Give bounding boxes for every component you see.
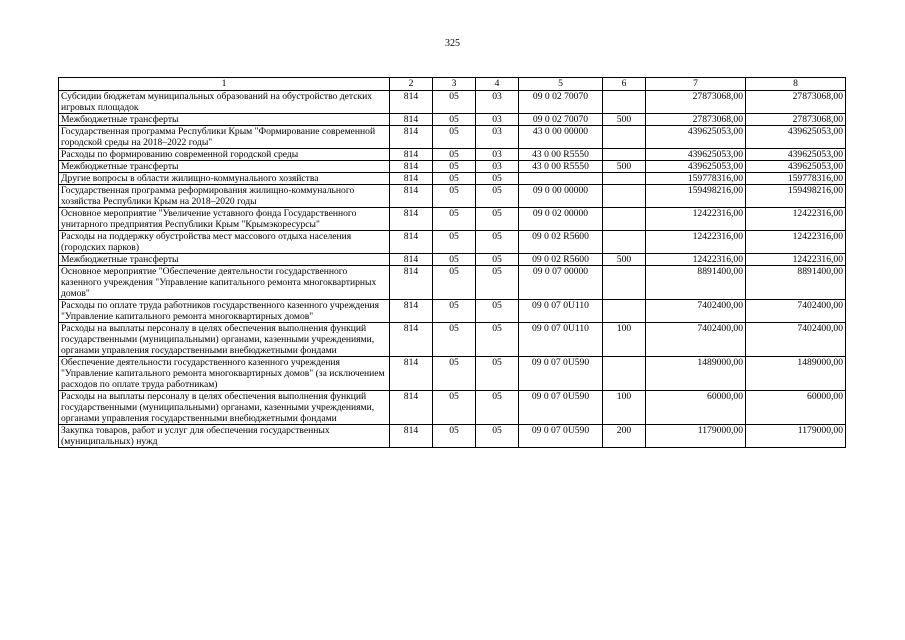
target-article-cell: 43 0 00 00000 — [519, 126, 603, 149]
section-code-cell: 05 — [433, 266, 476, 300]
table-row — [59, 300, 846, 323]
subsection-code-cell: 05 — [476, 208, 519, 231]
section-code-cell: 05 — [433, 357, 476, 391]
item-name-cell: Межбюджетные трансферты — [59, 161, 390, 173]
expense-type-cell — [603, 357, 646, 391]
table-row — [59, 323, 846, 357]
col-header-3: 3 — [433, 78, 476, 91]
subsection-code-cell: 05 — [476, 425, 519, 448]
item-name-cell: Обеспечение деятельности государственного казенного учреждения "Управление капитального ремонта многоквартирных домов" (за исключением расходов по оплате труда работникам) — [59, 357, 390, 391]
amount-col8-cell: 439625053,00 — [746, 149, 846, 161]
subsection-code-cell: 03 — [476, 114, 519, 126]
amount-col7-cell: 27873068,00 — [646, 114, 746, 126]
department-code-cell: 814 — [390, 323, 433, 357]
department-code-cell: 814 — [390, 126, 433, 149]
subsection-code-cell: 05 — [476, 391, 519, 425]
col-header-4: 4 — [476, 78, 519, 91]
target-article-cell: 09 0 07 0U590 — [519, 357, 603, 391]
table-row — [59, 254, 846, 266]
amount-col7-cell: 12422316,00 — [646, 231, 746, 254]
section-code-cell: 05 — [433, 161, 476, 173]
amount-col7-cell: 7402400,00 — [646, 300, 746, 323]
table-header — [59, 78, 846, 91]
col-header-6: 6 — [603, 78, 646, 91]
section-code-cell: 05 — [433, 391, 476, 425]
amount-col8-cell: 12422316,00 — [746, 208, 846, 231]
expense-type-cell — [603, 300, 646, 323]
section-code-cell: 05 — [433, 126, 476, 149]
item-name-cell: Основное мероприятие "Обеспечение деятельности государственного казенного учреждения "Управление капитального ремонта многоквартирных домов" — [59, 266, 390, 300]
department-code-cell: 814 — [390, 149, 433, 161]
amount-col7-cell: 7402400,00 — [646, 323, 746, 357]
item-name-cell: Расходы по оплате труда работников государственного казенного учреждения "Управление капитального ремонта многоквартирных домов" — [59, 300, 390, 323]
table-row — [59, 425, 846, 448]
amount-col8-cell: 159778316,00 — [746, 173, 846, 185]
expense-type-cell: 200 — [603, 425, 646, 448]
amount-col8-cell: 7402400,00 — [746, 300, 846, 323]
expense-type-cell: 100 — [603, 323, 646, 357]
subsection-code-cell: 05 — [476, 266, 519, 300]
target-article-cell: 09 0 07 0U110 — [519, 300, 603, 323]
department-code-cell: 814 — [390, 266, 433, 300]
section-code-cell: 05 — [433, 173, 476, 185]
table-row — [59, 161, 846, 173]
subsection-code-cell: 05 — [476, 185, 519, 208]
target-article-cell: 09 0 07 0U110 — [519, 323, 603, 357]
expense-type-cell — [603, 266, 646, 300]
subsection-code-cell: 05 — [476, 231, 519, 254]
item-name-cell: Межбюджетные трансферты — [59, 114, 390, 126]
amount-col7-cell: 12422316,00 — [646, 208, 746, 231]
table-row — [59, 391, 846, 425]
department-code-cell: 814 — [390, 114, 433, 126]
department-code-cell: 814 — [390, 208, 433, 231]
table-row — [59, 185, 846, 208]
amount-col8-cell: 12422316,00 — [746, 254, 846, 266]
target-article-cell: 09 0 02 70070 — [519, 91, 603, 114]
section-code-cell: 05 — [433, 114, 476, 126]
department-code-cell: 814 — [390, 425, 433, 448]
table-row — [59, 208, 846, 231]
amount-col8-cell: 1489000,00 — [746, 357, 846, 391]
target-article-cell: 09 0 02 R5600 — [519, 254, 603, 266]
subsection-code-cell: 05 — [476, 357, 519, 391]
item-name-cell: Другие вопросы в области жилищно-коммунального хозяйства — [59, 173, 390, 185]
expense-type-cell: 500 — [603, 161, 646, 173]
section-code-cell: 05 — [433, 254, 476, 266]
subsection-code-cell: 05 — [476, 173, 519, 185]
amount-col8-cell: 159498216,00 — [746, 185, 846, 208]
table-row — [59, 231, 846, 254]
expense-type-cell: 100 — [603, 391, 646, 425]
amount-col8-cell: 7402400,00 — [746, 323, 846, 357]
col-header-1: 1 — [59, 78, 390, 91]
department-code-cell: 814 — [390, 254, 433, 266]
table-row — [59, 91, 846, 114]
target-article-cell: 09 0 07 0U590 — [519, 391, 603, 425]
item-name-cell: Расходы на поддержку обустройства мест массового отдыха населения (городских парков) — [59, 231, 390, 254]
department-code-cell: 814 — [390, 391, 433, 425]
amount-col8-cell: 27873068,00 — [746, 91, 846, 114]
section-code-cell: 05 — [433, 185, 476, 208]
subsection-code-cell: 05 — [476, 300, 519, 323]
col-header-5: 5 — [519, 78, 603, 91]
department-code-cell: 814 — [390, 185, 433, 208]
department-code-cell: 814 — [390, 161, 433, 173]
item-name-cell: Расходы на выплаты персоналу в целях обеспечения выполнения функций государственными (муниципальными) органами, казенными учреждениями, органами управления государственными внебюджетными фондами — [59, 391, 390, 425]
section-code-cell: 05 — [433, 149, 476, 161]
expense-type-cell — [603, 91, 646, 114]
item-name-cell: Закупка товаров, работ и услуг для обеспечения государственных (муниципальных) нужд — [59, 425, 390, 448]
expense-type-cell: 500 — [603, 114, 646, 126]
department-code-cell: 814 — [390, 357, 433, 391]
target-article-cell: 09 0 02 70070 — [519, 114, 603, 126]
department-code-cell: 814 — [390, 300, 433, 323]
target-article-cell: 09 0 02 R5600 — [519, 231, 603, 254]
col-header-8: 8 — [746, 78, 846, 91]
table-row — [59, 149, 846, 161]
table-row — [59, 266, 846, 300]
amount-col7-cell: 1489000,00 — [646, 357, 746, 391]
item-name-cell: Основное мероприятие "Увеличение уставного фонда Государственного унитарного предприятия Республики Крым "Крымэкоресурсы" — [59, 208, 390, 231]
expense-type-cell — [603, 173, 646, 185]
amount-col7-cell: 60000,00 — [646, 391, 746, 425]
amount-col8-cell: 439625053,00 — [746, 161, 846, 173]
subsection-code-cell: 03 — [476, 91, 519, 114]
target-article-cell: 09 0 00 00000 — [519, 185, 603, 208]
amount-col7-cell: 439625053,00 — [646, 126, 746, 149]
section-code-cell: 05 — [433, 208, 476, 231]
item-name-cell: Расходы на выплаты персоналу в целях обеспечения выполнения функций государственными (муниципальными) органами, казенными учреждениями, органами управления государственными внебюджетными фондами — [59, 323, 390, 357]
subsection-code-cell: 03 — [476, 149, 519, 161]
target-article-cell — [519, 173, 603, 185]
target-article-cell: 09 0 07 0U590 — [519, 425, 603, 448]
amount-col8-cell: 8891400,00 — [746, 266, 846, 300]
amount-col8-cell: 439625053,00 — [746, 126, 846, 149]
item-name-cell: Расходы по формированию современной городской среды — [59, 149, 390, 161]
subsection-code-cell: 03 — [476, 126, 519, 149]
amount-col8-cell: 12422316,00 — [746, 231, 846, 254]
amount-col7-cell: 27873068,00 — [646, 91, 746, 114]
subsection-code-cell: 05 — [476, 323, 519, 357]
item-name-cell: Субсидии бюджетам муниципальных образований на обустройство детских игровых площадок — [59, 91, 390, 114]
col-header-7: 7 — [646, 78, 746, 91]
item-name-cell: Государственная программа Республики Крым "Формирование современной городской среды на 2018–2022 годы" — [59, 126, 390, 149]
table-row — [59, 173, 846, 185]
amount-col8-cell: 1179000,00 — [746, 425, 846, 448]
amount-col7-cell: 439625053,00 — [646, 149, 746, 161]
table-row — [59, 357, 846, 391]
section-code-cell: 05 — [433, 425, 476, 448]
expense-type-cell — [603, 231, 646, 254]
table-row — [59, 114, 846, 126]
amount-col8-cell: 60000,00 — [746, 391, 846, 425]
expense-type-cell — [603, 208, 646, 231]
amount-col7-cell: 439625053,00 — [646, 161, 746, 173]
section-code-cell: 05 — [433, 323, 476, 357]
subsection-code-cell: 05 — [476, 254, 519, 266]
amount-col7-cell: 8891400,00 — [646, 266, 746, 300]
department-code-cell: 814 — [390, 91, 433, 114]
item-name-cell: Межбюджетные трансферты — [59, 254, 390, 266]
amount-col7-cell: 159778316,00 — [646, 173, 746, 185]
department-code-cell: 814 — [390, 231, 433, 254]
amount-col8-cell: 27873068,00 — [746, 114, 846, 126]
target-article-cell: 43 0 00 R5550 — [519, 161, 603, 173]
expense-type-cell — [603, 126, 646, 149]
expense-type-cell — [603, 185, 646, 208]
target-article-cell: 09 0 07 00000 — [519, 266, 603, 300]
amount-col7-cell: 159498216,00 — [646, 185, 746, 208]
budget-table — [58, 77, 846, 448]
subsection-code-cell: 03 — [476, 161, 519, 173]
col-header-2: 2 — [390, 78, 433, 91]
amount-col7-cell: 12422316,00 — [646, 254, 746, 266]
header-row — [59, 78, 846, 91]
item-name-cell: Государственная программа реформирования жилищно-коммунального хозяйства Республики Крым на 2018–2020 годы — [59, 185, 390, 208]
section-code-cell: 05 — [433, 231, 476, 254]
table-row — [59, 126, 846, 149]
target-article-cell: 09 0 02 00000 — [519, 208, 603, 231]
expense-type-cell: 500 — [603, 254, 646, 266]
expense-type-cell — [603, 149, 646, 161]
amount-col7-cell: 1179000,00 — [646, 425, 746, 448]
section-code-cell: 05 — [433, 91, 476, 114]
section-code-cell: 05 — [433, 300, 476, 323]
table-body — [59, 91, 846, 448]
page-number: 325 — [445, 38, 460, 49]
target-article-cell: 43 0 00 R5550 — [519, 149, 603, 161]
department-code-cell: 814 — [390, 173, 433, 185]
